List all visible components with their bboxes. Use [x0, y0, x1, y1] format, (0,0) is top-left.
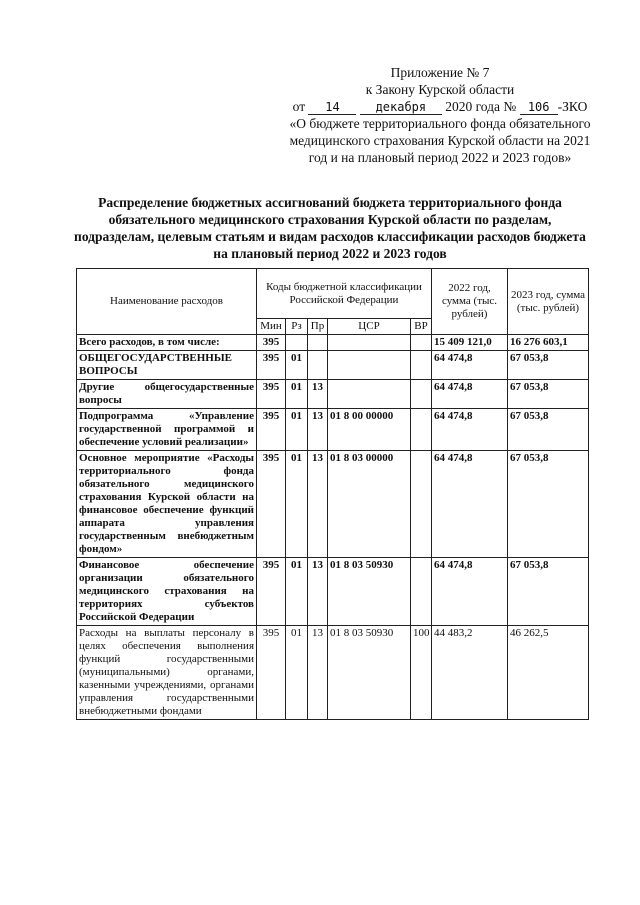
- row-amount-2022: 44 483,2: [432, 626, 508, 720]
- appendix-law-reference: к Закону Курской области: [365, 82, 515, 97]
- row-min: 395: [257, 380, 286, 409]
- date-from-label: от: [292, 99, 306, 114]
- table-body: [77, 335, 589, 720]
- date-day: 14: [308, 100, 356, 115]
- row-amount-2022: 64 474,8: [432, 451, 508, 558]
- law-number: 106: [520, 100, 558, 115]
- row-amount-2022: 64 474,8: [432, 351, 508, 380]
- row-name: Всего расходов, в том числе:: [77, 335, 257, 351]
- row-name: Основное мероприятие «Расходы территориального фонда обязательного медицинского страхования Курской области на финансовое обеспечение функций аппарата управления государственным внебюджетным фондом»: [77, 451, 257, 558]
- row-pr: [308, 335, 328, 351]
- row-vr: 100: [411, 626, 432, 720]
- document-title: Распределение бюджетных ассигнований бюджета территориального фонда обязательного медицинского страхования Курской области по разделам, подразделам, целевым статьям и видам расходов классификации расходов бюджета на плановый период 2022 и 2023 годов: [74, 195, 586, 261]
- row-rz: 01: [286, 626, 308, 720]
- row-min: 395: [257, 351, 286, 380]
- row-vr: [411, 380, 432, 409]
- row-name: Подпрограмма «Управление государственной программой и обеспечение условий реализации»: [77, 409, 257, 451]
- row-amount-2023: 67 053,8: [508, 451, 589, 558]
- law-title: «О бюджете территориального фонда обязательного медицинского страхования Курской области на 2021 год и на плановый период 2022 и 2023 годов»: [289, 116, 591, 165]
- row-amount-2022: 64 474,8: [432, 380, 508, 409]
- budget-table: [76, 268, 589, 720]
- row-vr: [411, 451, 432, 558]
- date-year-text: 2020 года №: [445, 99, 517, 114]
- row-rz: 01: [286, 409, 308, 451]
- table-row: [77, 558, 589, 626]
- row-amount-2023: 16 276 603,1: [508, 335, 589, 351]
- table-row: [77, 351, 589, 380]
- row-amount-2023: 67 053,8: [508, 351, 589, 380]
- table-row: [77, 451, 589, 558]
- row-amount-2022: 64 474,8: [432, 409, 508, 451]
- row-rz: 01: [286, 451, 308, 558]
- table-row: [77, 409, 589, 451]
- row-amount-2022: 64 474,8: [432, 558, 508, 626]
- row-rz: 01: [286, 380, 308, 409]
- header-vr: ВР: [411, 319, 432, 335]
- row-csr: [328, 335, 411, 351]
- header-min: Мин: [257, 319, 286, 335]
- row-pr: 13: [308, 626, 328, 720]
- row-min: 395: [257, 409, 286, 451]
- row-csr: 01 8 03 50930: [328, 558, 411, 626]
- header-2022: 2022 год, сумма (тыс. рублей): [432, 269, 508, 335]
- row-csr: 01 8 03 50930: [328, 626, 411, 720]
- row-vr: [411, 409, 432, 451]
- row-amount-2023: 67 053,8: [508, 409, 589, 451]
- row-min: 395: [257, 335, 286, 351]
- header-name: Наименование расходов: [77, 269, 257, 335]
- row-csr: [328, 380, 411, 409]
- row-pr: 13: [308, 380, 328, 409]
- row-csr: 01 8 00 00000: [328, 409, 411, 451]
- row-csr: [328, 351, 411, 380]
- row-vr: [411, 351, 432, 380]
- law-suffix: -ЗКО: [557, 99, 588, 114]
- row-amount-2022: 15 409 121,0: [432, 335, 508, 351]
- header-csr: ЦСР: [328, 319, 411, 335]
- row-vr: [411, 335, 432, 351]
- row-amount-2023: 67 053,8: [508, 380, 589, 409]
- row-min: 395: [257, 451, 286, 558]
- row-amount-2023: 67 053,8: [508, 558, 589, 626]
- header-pr: Пр: [308, 319, 328, 335]
- header-2023: 2023 год, сумма (тыс. рублей): [508, 269, 589, 335]
- row-vr: [411, 558, 432, 626]
- appendix-number: Приложение № 7: [390, 65, 490, 80]
- date-month: декабря: [360, 100, 442, 115]
- row-pr: 13: [308, 409, 328, 451]
- row-pr: 13: [308, 451, 328, 558]
- row-amount-2023: 46 262,5: [508, 626, 589, 720]
- row-name: Другие общегосударственные вопросы: [77, 380, 257, 409]
- row-name: ОБЩЕГОСУДАРСТВЕННЫЕ ВОПРОСЫ: [77, 351, 257, 380]
- appendix-header: [280, 64, 600, 166]
- appendix-date-line: [280, 98, 600, 115]
- row-csr: 01 8 03 00000: [328, 451, 411, 558]
- row-rz: 01: [286, 351, 308, 380]
- row-min: 395: [257, 558, 286, 626]
- row-min: 395: [257, 626, 286, 720]
- row-pr: [308, 351, 328, 380]
- table-row: [77, 380, 589, 409]
- header-codes-group: Коды бюджетной классификации Российской Федерации: [257, 269, 432, 319]
- row-rz: 01: [286, 558, 308, 626]
- table-row: [77, 626, 589, 720]
- header-rz: Рз: [286, 319, 308, 335]
- table-row: [77, 335, 589, 351]
- row-name: Расходы на выплаты персоналу в целях обеспечения выполнения функций государственными (муниципальными) органами, казенными учреждениями, органами управления государственными внебюджетными фондами: [77, 626, 257, 720]
- row-pr: 13: [308, 558, 328, 626]
- row-rz: [286, 335, 308, 351]
- row-name: Финансовое обеспечение организации обязательного медицинского страхования на территориях субъектов Российской Федерации: [77, 558, 257, 626]
